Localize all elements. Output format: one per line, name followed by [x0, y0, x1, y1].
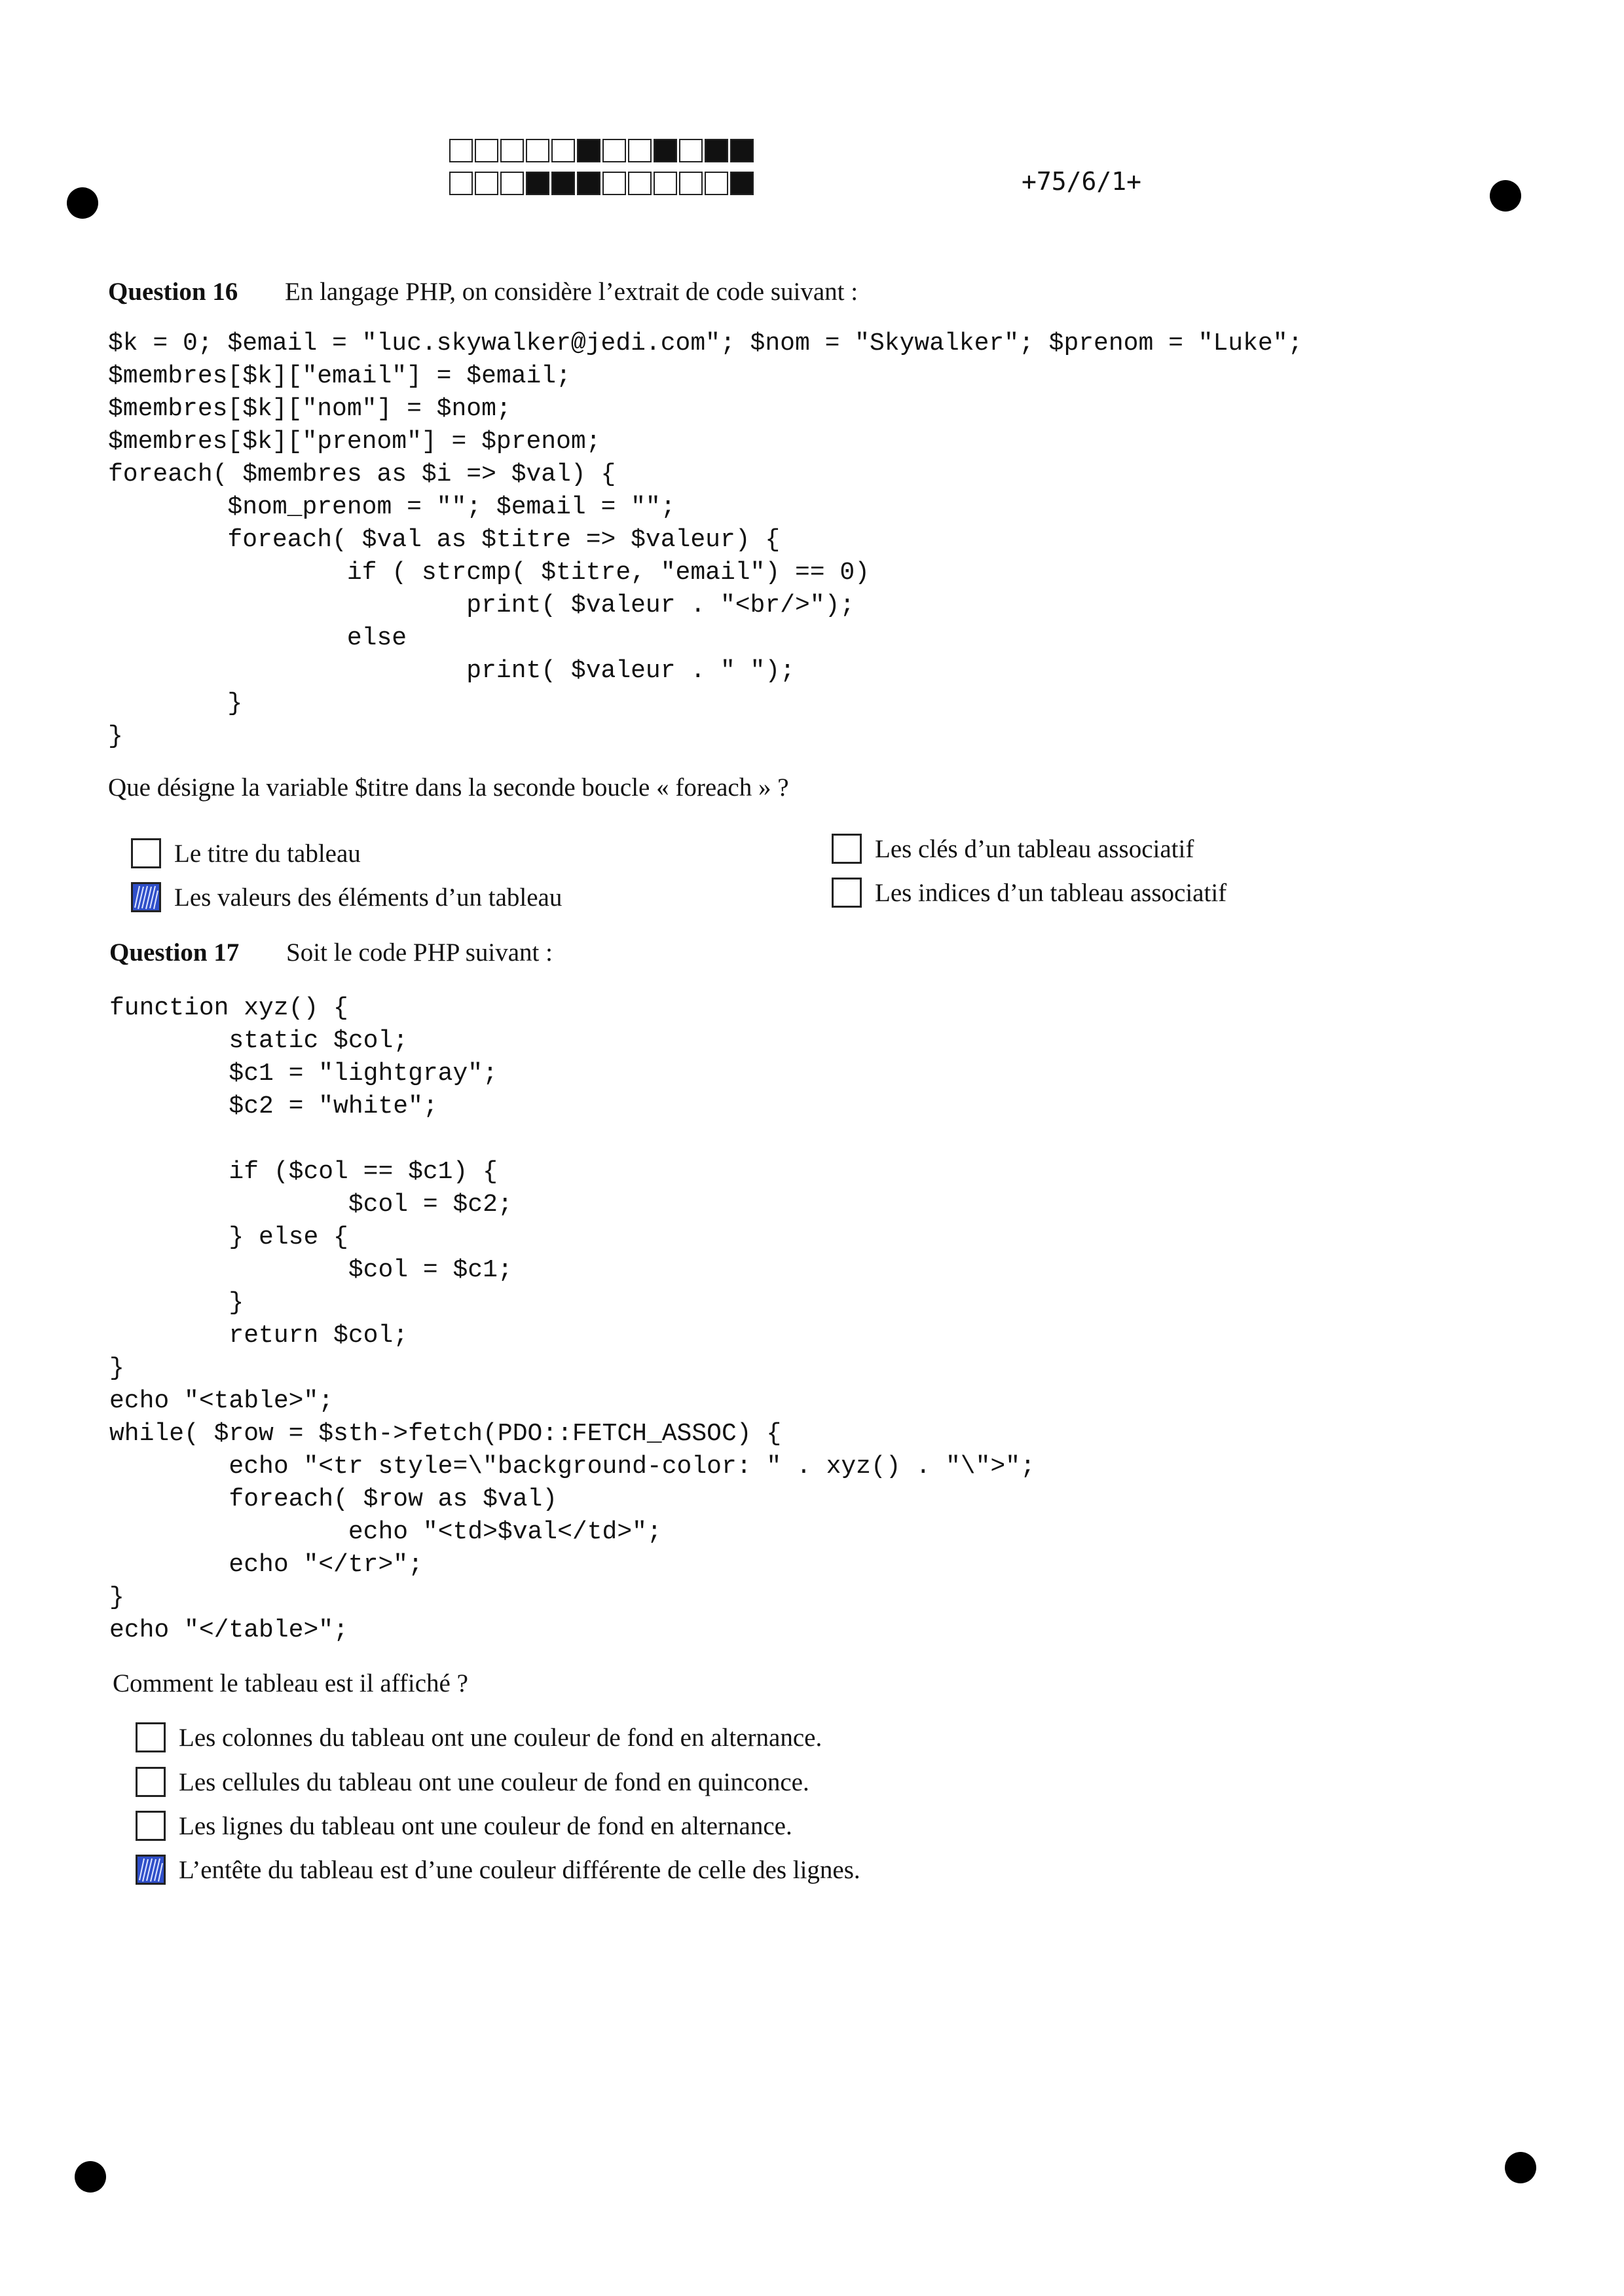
q17-option-4-checkbox[interactable] — [136, 1855, 166, 1885]
barcode-cell — [577, 139, 600, 162]
question-17-intro: Soit le code PHP suivant : — [286, 938, 553, 967]
question-16-code: $k = 0; $email = "luc.skywalker@jedi.com"; $nom = "Skywalker"; $prenom = "Luke"; $membres[$k]["email"] = $email; $membres[$k]["nom"] = $nom; $membres[$k]["prenom"] = $prenom; foreach( $membres as $i => $val) { $nom_prenom = ""; $email = ""; foreach( $val as $titre => $valeur) { if ( strcmp( $titre, "email") == 0) print( $valeur . "<br/>"); else print( $valeur . " "); } } — [108, 329, 1303, 750]
barcode-cell — [475, 172, 498, 195]
barcode-cell — [500, 172, 524, 195]
q16-option-4-label: Les indices d’un tableau associatif — [875, 878, 1227, 907]
registration-mark-bottom-left — [75, 2161, 106, 2193]
q16-option-1-label: Le titre du tableau — [174, 839, 361, 868]
barcode-cell — [602, 172, 626, 195]
barcode-cell — [679, 139, 703, 162]
pen-scribble-icon — [133, 884, 159, 910]
q17-option-3-label: Les lignes du tableau ont une couleur de fond en alternance. — [179, 1811, 792, 1840]
q16-option-2[interactable] — [131, 882, 562, 912]
question-16-header — [108, 277, 858, 306]
registration-mark-bottom-right — [1505, 2152, 1536, 2183]
barcode-cell — [730, 172, 754, 195]
barcode-cell — [475, 139, 498, 162]
q17-option-1-label: Les colonnes du tableau ont une couleur de fond en alternance. — [179, 1723, 822, 1752]
q16-option-3-checkbox[interactable] — [832, 834, 862, 864]
q16-option-2-checkbox[interactable] — [131, 882, 161, 912]
q16-option-1-checkbox[interactable] — [131, 838, 161, 868]
barcode-cell — [705, 139, 728, 162]
barcode-cell — [526, 139, 549, 162]
barcode-cell — [654, 172, 677, 195]
question-17-code: function xyz() { static $col; $c1 = "lightgray"; $c2 = "white"; if ($col == $c1) { $col = $c2; } else { $col = $c1; } return $col; } echo "<table>"; while( $row = $sth->fetch(PDO::FETCH_ASSOC) { echo "<tr style=\"background-color: " . xyz() . "\">"; foreach( $row as $val) echo "<td>$val</td>"; echo "</tr>"; } echo "</table>"; — [109, 994, 1035, 1644]
barcode-cell — [730, 139, 754, 162]
q17-option-2[interactable] — [136, 1767, 809, 1797]
barcode-cell — [449, 139, 473, 162]
id-barcode-row-2 — [449, 172, 756, 195]
q17-option-3-checkbox[interactable] — [136, 1811, 166, 1841]
barcode-cell — [628, 139, 652, 162]
q16-option-1[interactable] — [131, 838, 361, 868]
q17-option-2-checkbox[interactable] — [136, 1767, 166, 1797]
question-17-header — [109, 938, 553, 967]
barcode-cell — [654, 139, 677, 162]
q16-option-3-label: Les clés d’un tableau associatif — [875, 834, 1194, 863]
pen-scribble-icon — [138, 1857, 164, 1883]
q16-option-2-label: Les valeurs des éléments d’un tableau — [174, 883, 563, 912]
barcode-cell — [602, 139, 626, 162]
question-17-label: Question 17 — [109, 938, 240, 967]
barcode-cell — [705, 172, 728, 195]
question-16-label: Question 16 — [108, 278, 238, 306]
q17-option-4-label: L’entête du tableau est d’une couleur différente de celle des lignes. — [179, 1855, 860, 1884]
question-16-intro: En langage PHP, on considère l’extrait de code suivant : — [285, 278, 858, 306]
page-id-code: +75/6/1+ — [1022, 167, 1142, 196]
q17-option-4[interactable] — [136, 1855, 860, 1885]
q17-option-1-checkbox[interactable] — [136, 1722, 166, 1752]
barcode-cell — [551, 172, 575, 195]
question-16-prompt: Que désigne la variable $titre dans la seconde boucle « foreach » ? — [108, 773, 789, 802]
barcode-cell — [500, 139, 524, 162]
barcode-cell — [551, 139, 575, 162]
barcode-cell — [526, 172, 549, 195]
q16-option-4-checkbox[interactable] — [832, 878, 862, 908]
q17-option-2-label: Les cellules du tableau ont une couleur de fond en quinconce. — [179, 1768, 809, 1796]
q16-option-3[interactable] — [832, 834, 1194, 864]
q16-option-4[interactable] — [832, 878, 1227, 908]
barcode-cell — [679, 172, 703, 195]
barcode-cell — [449, 172, 473, 195]
registration-mark-top-left — [67, 187, 98, 219]
barcode-cell — [577, 172, 600, 195]
barcode-cell — [628, 172, 652, 195]
registration-mark-top-right — [1490, 180, 1521, 212]
question-17-prompt: Comment le tableau est il affiché ? — [113, 1669, 468, 1697]
q17-option-1[interactable] — [136, 1722, 822, 1752]
id-barcode-row-1 — [449, 139, 756, 162]
q17-option-3[interactable] — [136, 1811, 792, 1841]
